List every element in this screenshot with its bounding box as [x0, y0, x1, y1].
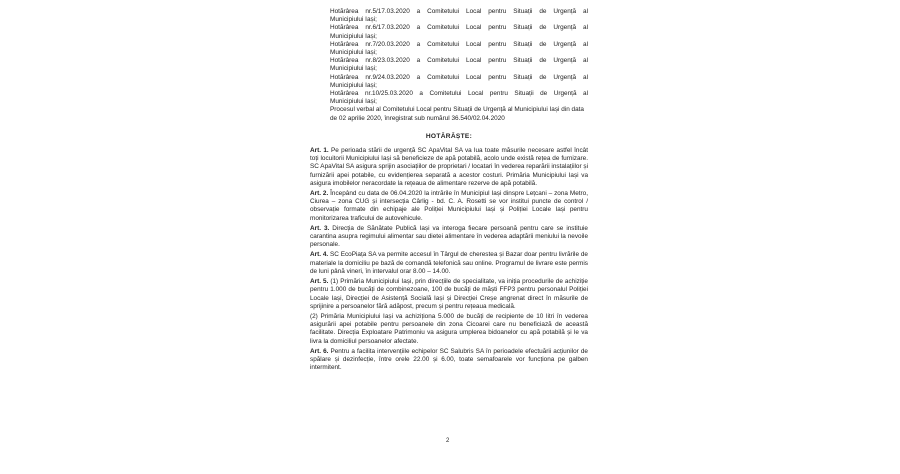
article-label: Art. 3.: [310, 224, 330, 232]
article-paragraph: [310, 225, 588, 250]
document-body: [310, 8, 588, 374]
reference-line: Hotărârea nr.8/23.03.2020 a Comitetului Local pentru Situații de Urgență al: [330, 57, 588, 65]
reference-line: Hotărârea nr.9/24.03.2020 a Comitetului Local pentru Situații de Urgență al: [330, 73, 588, 81]
article-label: Art. 1.: [310, 147, 329, 155]
article-paragraph: [310, 278, 588, 311]
reference-item: [310, 90, 588, 106]
article-label: Art. 6.: [310, 347, 329, 355]
page-number: 2: [446, 438, 450, 444]
reference-line: Hotărârea nr.7/20.03.2020 a Comitetului Local pentru Situații de Urgență al: [330, 40, 588, 48]
article-paragraph: [310, 190, 588, 223]
reference-line: Hotărârea nr.6/17.03.2020 a Comitetului Local pentru Situații de Urgență al: [330, 24, 588, 32]
proces-verbal: Procesul verbal al Comitetului Local pentru Situații de Urgență al Municipiului Iași din data de 02 aprilie 2020, înregistrat sub numărul 36.540/02.04.2020: [330, 106, 584, 122]
article-text: Direcția de Sănătate Publică Iași va interoga fiecare persoană pentru care se instituie carantina asupra regimului alimentar sau dietei alimentare în vederea adaptării meniului la nevoile personale.: [310, 224, 588, 249]
reference-line: Municipiului Iași;: [330, 32, 377, 40]
reference-line: Municipiului Iași;: [330, 65, 377, 73]
decision-heading: HOTĂRĂȘTE:: [425, 132, 473, 140]
references-list: [310, 8, 588, 106]
reference-line: Hotărârea nr.5/17.03.2020 a Comitetului Local pentru Situații de Urgență al: [330, 8, 588, 15]
article-text: (2) Primăria Municipiului Iași va achiziționa 5.000 de bucăți de recipiente de 10 litri în vederea asigurării apei potabile pentru persoanele din zona Cicoarei care nu beneficiază de această facilitate. Direcția Exploatare Patrimoniu va asigura umplerea bidoanelor cu apă potabilă și le va livra la domiciliul persoanelor afectate.: [310, 312, 588, 345]
article-paragraph: [310, 313, 588, 346]
reference-item: [310, 74, 588, 90]
article-paragraph: [310, 348, 588, 373]
article-paragraph: [310, 147, 588, 188]
article-paragraph: [310, 251, 588, 276]
article-label: Art. 4.: [310, 251, 329, 259]
article-text: (1) Primăria Municipiului Iași, prin direcțiile de specialitate, va iniția procedurile de achiziție pentru 1.000 de bucăți de combinezoane, 100 de bucăți de măști FFP3 pentru personalul Poliției Locale Iași, Direcției de Asistență Socială Iași și Direcției Creșe angrenat direct în măsurile de sprijinire a persoanelor fără adăpost, precum și pentru rețeaua medicală.: [310, 278, 588, 310]
article-text: Pe perioada stării de urgență SC ApaVital SA va lua toate măsurile necesare astfel încât toți locuitorii Municipiului Iași să beneficieze de apă potabilă, acolo unde există rețea de furnizare. SC ApaVital SA asigura sprijin asociațiilor de proprietari / locatari în vederea reparării instalațiilor și furnizării apei potabile, cu evidențierea separată a acestor costuri. Primăria Municipiului Iași va asigura imobilelor neracordate la rețeaua de alimentare rezerve de apă potabilă.: [310, 147, 589, 187]
reference-line: Municipiului Iași;: [330, 98, 377, 106]
reference-item: [310, 8, 588, 24]
reference-line: Hotărârea nr.10/25.03.2020 a Comitetului Local pentru Situații de Urgență al: [330, 90, 588, 98]
reference-item: [310, 24, 588, 40]
reference-line: Municipiului Iași;: [330, 81, 377, 89]
article-text: Pentru a facilita intervențiile echipelor SC Salubris SA în perioadele efectuării acțiunilor de spălare și dezinfecție, între orele 22.00 și 6.00, toate semafoarele vor funcționa pe galben intermitent.: [310, 347, 588, 372]
reference-item: [310, 57, 588, 73]
reference-item: [310, 41, 588, 57]
reference-line: Municipiului Iași;: [330, 16, 377, 24]
article-label: Art. 2.: [310, 190, 329, 198]
articles-list: [310, 147, 588, 372]
article-text: Începând cu data de 06.04.2020 la intrările în Municipiul Iași dinspre Lețcani – zona Metro, Ciurea – zona CUG și intersecția Cârlig - bd. C. A. Rosetti se vor institui puncte de control / observație formate din echipaje ale Poliției Municipiului Iași și Poliției Locale Iași pentru monitorizarea traficului de autovehicule.: [310, 190, 588, 222]
article-label: Art. 5.: [310, 278, 329, 286]
article-text: SC EcoPiața SA va permite accesul în Târgul de cherestea și Bazar doar pentru livrările de materiale la domiciliu pe bază de comandă telefonică sau online. Programul de livrare este permis de luni până vineri, în intervalul orar 8.00 – 14.00.: [310, 251, 588, 275]
reference-line: Municipiului Iași;: [330, 49, 377, 57]
